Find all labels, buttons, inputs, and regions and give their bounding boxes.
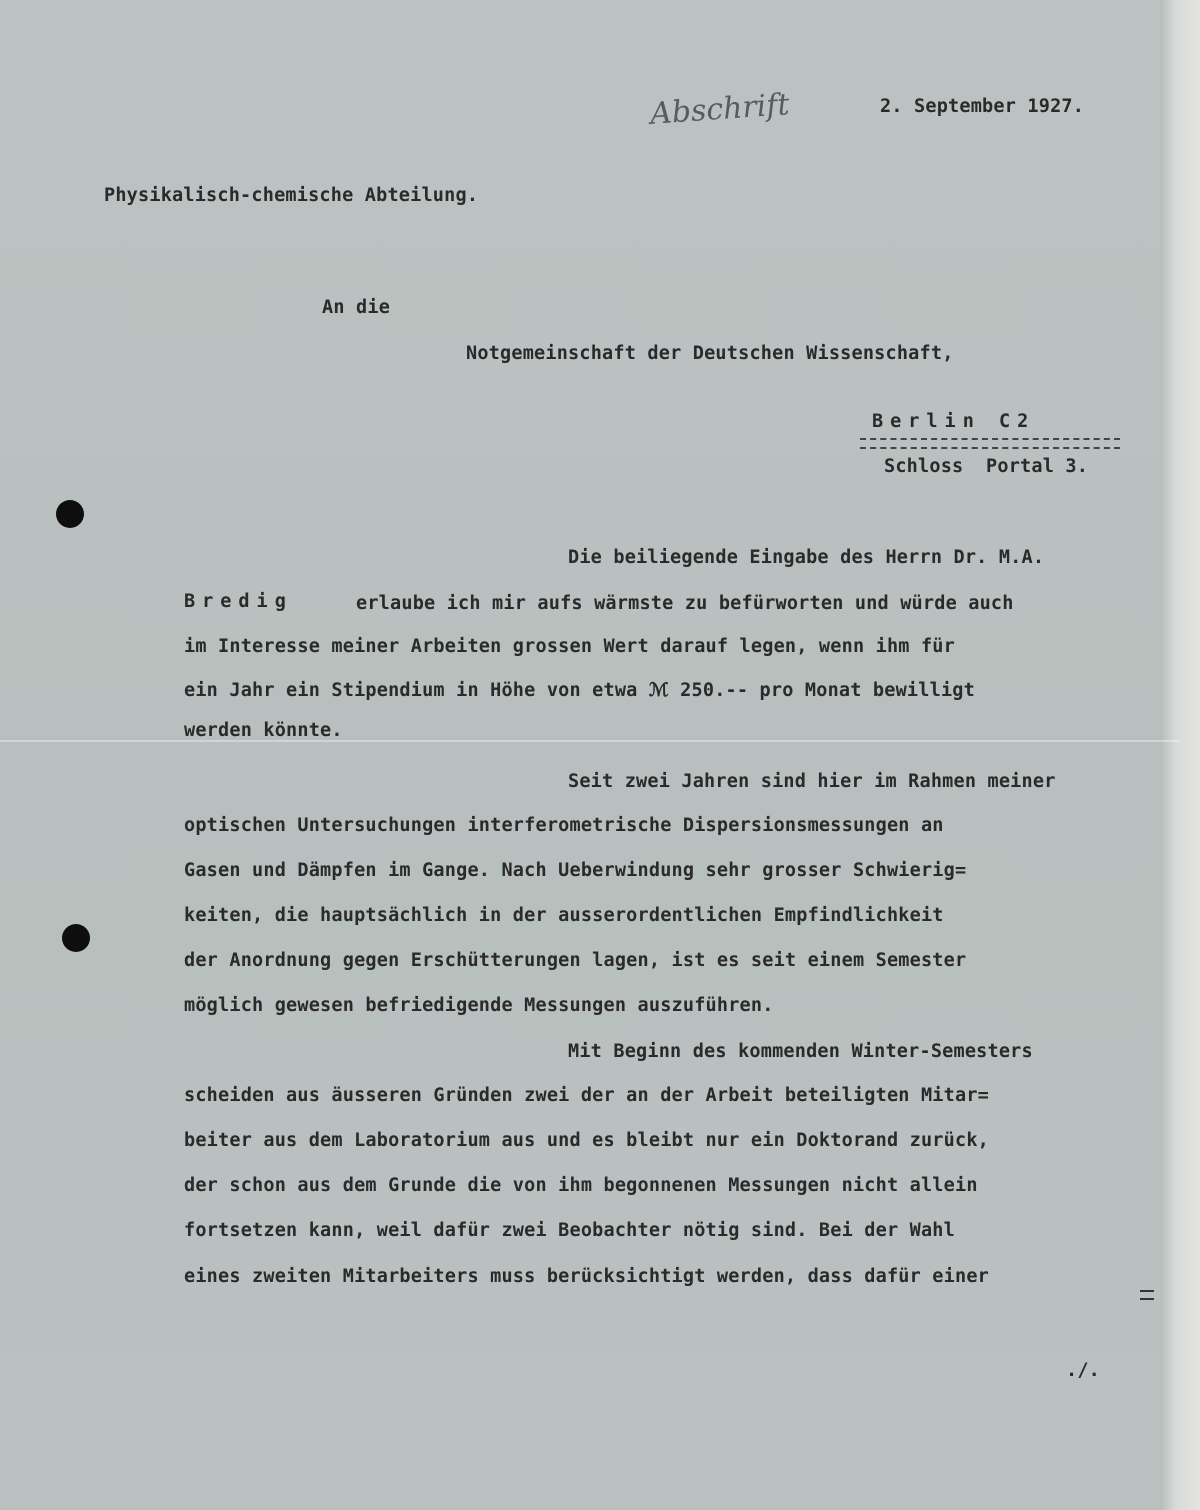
body-line-6: Seit zwei Jahren sind hier im Rahmen meiner xyxy=(568,771,1056,792)
body-line-16: fortsetzen kann, weil dafür zwei Beobachter nötig sind. Bei der Wahl xyxy=(184,1220,955,1241)
body-line-15: der schon aus dem Grunde die von ihm begonnenen Messungen nicht allein xyxy=(184,1175,978,1196)
body-line-7: optischen Untersuchungen interferometrische Dispersionsmessungen an xyxy=(184,815,944,836)
handwritten-note: Abschrift xyxy=(648,87,791,132)
body-line-8: Gasen und Dämpfen im Gange. Nach Ueberwindung sehr grosser Schwierig= xyxy=(184,860,967,881)
paper-crease xyxy=(0,740,1180,742)
line-continuation-mark xyxy=(1140,1290,1154,1300)
body-line-4: ein Jahr ein Stipendium in Höhe von etwa ℳ 250.-- pro Monat bewilligt xyxy=(184,680,975,701)
body-line-9: keiten, die hauptsächlich in der ausserordentlichen Empfindlichkeit xyxy=(184,905,944,926)
recipient-salutation: An die xyxy=(322,297,391,318)
letter-date: 2. September 1927. xyxy=(880,96,1085,117)
recipient-street: Schloss Portal 3. xyxy=(884,456,1089,477)
recipient-organization: Notgemeinschaft der Deutschen Wissenschaft, xyxy=(466,343,954,364)
punch-hole-bottom xyxy=(62,924,90,952)
body-line-1: Die beiliegende Eingabe des Herrn Dr. M.A. xyxy=(568,547,1045,568)
name-bredig: Bredig xyxy=(184,591,293,612)
body-line-14: beiter aus dem Laboratorium aus und es bleibt nur ein Doktorand zurück, xyxy=(184,1130,989,1151)
body-line-12: Mit Beginn des kommenden Winter-Semesters xyxy=(568,1041,1033,1062)
body-line-5: werden könnte. xyxy=(184,720,343,741)
recipient-city: Berlin C2 xyxy=(872,411,1036,432)
body-line-2: erlaube ich mir aufs wärmste zu befürworten und würde auch xyxy=(356,593,1014,614)
punch-hole-top xyxy=(56,500,84,528)
body-line-11: möglich gewesen befriedigende Messungen auszuführen. xyxy=(184,995,774,1016)
body-line-10: der Anordnung gegen Erschütterungen lagen, ist es seit einem Semester xyxy=(184,950,967,971)
sender-department: Physikalisch-chemische Abteilung. xyxy=(104,185,479,206)
torn-paper-edge xyxy=(1160,0,1200,1510)
body-line-13: scheiden aus äusseren Gründen zwei der an der Arbeit beteiligten Mitar= xyxy=(184,1085,989,1106)
body-line-17: eines zweiten Mitarbeiters muss berücksichtigt werden, dass dafür einer xyxy=(184,1266,989,1287)
page-continuation: ./. xyxy=(1066,1360,1101,1381)
body-line-3: im Interesse meiner Arbeiten grossen Wert darauf legen, wenn ihm für xyxy=(184,636,955,657)
city-underline xyxy=(860,438,1120,449)
